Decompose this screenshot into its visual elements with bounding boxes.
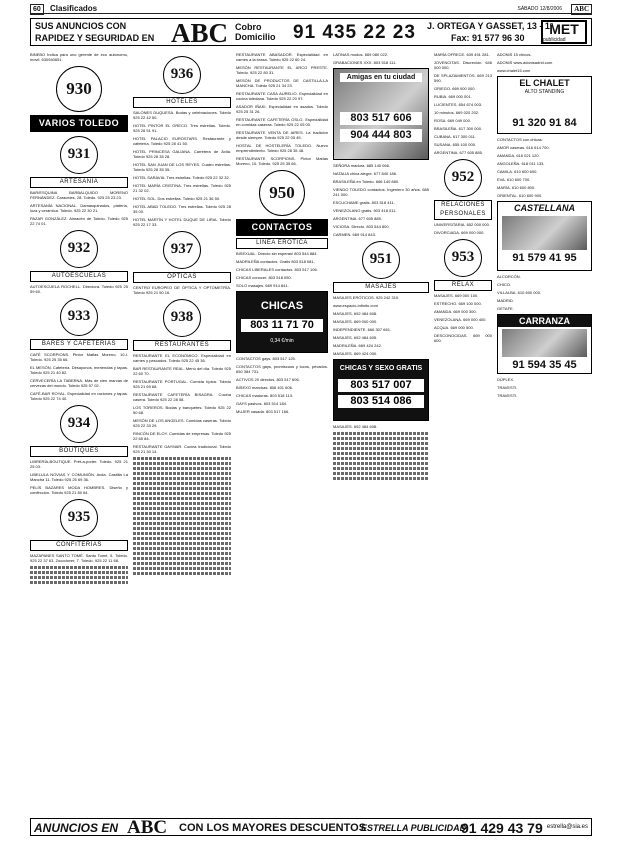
classified-entry: RESTAURANTE VENTA DE AIRES. La tradición desde siempre. Toledo 925 22 05 45. <box>236 130 328 140</box>
category-number: 930 <box>56 66 102 112</box>
banner-abc-logo: ABC <box>171 18 229 48</box>
classified-entry: MADRID. <box>497 298 514 303</box>
text-filler <box>30 566 128 584</box>
classified-entry: 10 minutos. 669 020 202. <box>434 110 480 115</box>
ad-chicas-title: CHICAS <box>260 300 304 312</box>
classified-entry: BRASILEÑA en Toledo. 666 140 880. <box>333 179 400 184</box>
classified-entry: SUSANA. 655 100 000. <box>434 142 477 147</box>
classified-entry: ARGENTINA. 677 605 885. <box>333 216 382 221</box>
ad-amigas-phone: 803 517 606 <box>340 112 422 125</box>
classified-entry: RESTAURANTE PORTUGAL. Comida típica. Toledo 925 21 69 68. <box>133 379 231 389</box>
met-logo <box>541 20 587 44</box>
classified-entry: HOTEL SAN JUAN DE LOS REYES. Cuatro estrellas. Toledo 925 28 35 35. <box>133 162 231 172</box>
classified-entry: EVA. 610 600 700. <box>497 177 531 182</box>
ad-chicas <box>236 291 328 353</box>
classified-entry: BINEBO Indica para uno gerente de eco autonomo, movil. 630940651. <box>30 52 128 62</box>
classified-entry: BRASILEÑA. 617 300 000. <box>434 126 483 131</box>
category-label: RESTAURANTES <box>133 340 231 351</box>
category-930 <box>30 66 128 112</box>
classified-entry: HOTEL PINTOR EL GRECO. Tres estrellas. Toledo. 925 28 51 91. <box>133 123 231 133</box>
issue-date: SÁBADO 12/8/2006 <box>517 6 562 12</box>
classified-entry: HOTEL SOL. Dos estrellas. Toledo 925 21 36 50. <box>133 196 221 201</box>
banner-cobro1: Cobro <box>235 22 262 32</box>
classified-entry: ANGOLEÑA. 618 011 133. <box>497 161 545 166</box>
classified-entry: VENEZOLANA. 669 000 400. <box>434 317 487 322</box>
classified-entry: CAFÉ-BAR ROYAL. Especialidad en raciones y tapas. Toledo 925 22 74 40. <box>30 391 128 401</box>
banner-cobro2: Domicilio <box>235 32 276 42</box>
category-number: 951 <box>362 241 400 279</box>
met-logo-sub: publicidad <box>543 37 566 43</box>
classified-entry: SALONES DUQUESA. Bodas y celebraciones. Toledo 925 22 42 50. <box>133 110 231 120</box>
ad-gratis-title: CHICAS Y SEXO GRATIS <box>339 365 423 372</box>
classified-entry: VENEZOLANO gratis. 903 418 011. <box>333 208 397 213</box>
classified-entry: ROSA. 669 049 000. <box>434 118 471 123</box>
category-936 <box>133 56 231 94</box>
ad-chalet-phone: 91 320 91 84 <box>512 117 577 129</box>
classified-entry: CONTACTOS gays. 803 517 125. <box>236 356 296 361</box>
classified-entry: HOSTAL DE HOSTELERÍA TOLEDO. Nuevo emprendimiento. Toledo 925 28 35 48. <box>236 143 328 153</box>
category-number: 938 <box>163 299 201 337</box>
classified-entry: MESÓN RESTAURANTE EL ARCO PRESTE. Toledo. 925 22 80 31. <box>236 65 328 75</box>
category-number: 950 <box>259 170 305 216</box>
classified-entry: VILLALBA. 610 600 000. <box>497 290 542 295</box>
classified-entry: ORIENTAL. 610 600 900. <box>497 193 543 198</box>
column-4 <box>333 52 429 812</box>
column-3 <box>236 52 328 812</box>
classified-entry: ARTESANÍA NACIONAL. Damasquinados, platería, loza y cerámica. Toledo. 925 22 30 21. <box>30 203 128 213</box>
ad-chalet-title: EL CHALET <box>519 78 570 88</box>
classified-entry: AUTOESCUELA ROCHELL. Directora. Toledo 925 25 59 60. <box>30 284 128 294</box>
classified-entry: CAFÉ SCORPIONS. Pintor Matias Moreno, 10-I. Toledo. 925 25 35 66. <box>30 352 128 362</box>
category-label: CONFITERÍAS <box>30 540 128 551</box>
category-950 <box>236 170 328 216</box>
classified-entry: RESTAURANTE EL ECONÓMICO. Especialidad en carnes y pescados. Toledo 925 22 45 36. <box>133 353 231 363</box>
ad-gratis-phone2: 803 514 086 <box>338 395 424 408</box>
ad-castellana-phone: 91 579 41 95 <box>512 252 577 264</box>
bottom-banner-ad <box>30 818 592 836</box>
classified-entry: RESTAURANTE CAFETERÍA BISAGRA. Cocina casera. Toledo 925 22 28 58. <box>133 392 231 402</box>
classified-entry: CAMILA. 610 600 600. <box>497 169 538 174</box>
classified-entry: CONTACTOS gays, promiscuos y locos, privados. 650 384 731. <box>236 364 328 374</box>
page-header <box>30 4 592 14</box>
classified-entry: RESTAURANTE ABASADOR. Especialidad en carnes a la brasa. Toledo 925 22 60 24. <box>236 52 328 62</box>
classified-entry: MUJER casada. 803 517 166. <box>236 409 290 414</box>
category-934 <box>30 405 128 443</box>
classified-entry: HOTEL MARTÍN Y HOTEL DUQUE DE LIRIA. Toledo 925 22 17 33. <box>133 217 231 227</box>
banner-cobro <box>235 22 276 42</box>
category-label: RELACIONES PERSONALES <box>434 200 492 220</box>
ad-gratis-phone: 803 517 007 <box>338 379 424 392</box>
banner-fax: Fax: 91 577 96 30 <box>451 33 525 43</box>
classified-entry: CHICAS maduras. 803 518 113. <box>236 393 294 398</box>
classified-entry: ALCORCÓN. <box>497 274 521 279</box>
classified-entry: CENTRO EUROPEO DE ÓPTICA Y OPTOMETRÍA. Toledo 925 21 50 16. <box>133 285 231 295</box>
ad-carranza-phone: 91 594 35 45 <box>512 359 577 371</box>
classified-entry: MASAJES. 692 484 608. <box>333 311 378 316</box>
classified-entry: CHICAS conocer. 803 518 050. <box>236 275 292 280</box>
classified-entry: SOLO masajes. 669 914 841. <box>236 283 289 288</box>
banner-phone: 91 435 22 23 <box>293 22 416 43</box>
classified-entry: DIVORCIADA. 669 000 000. <box>434 230 485 235</box>
banner-address: J. ORTEGA Y GASSET, 13 - 1º <box>427 21 554 31</box>
classified-entry: ACQUA. 669 000 500. <box>434 325 474 330</box>
ad-amigas <box>333 68 429 160</box>
category-933 <box>30 298 128 336</box>
classified-entry: DE SPLAZAMIENTOS. 669 213 590. <box>434 73 492 83</box>
classified-entry: LOS TOREROS. Bodas y banquetes. Toledo 925 22 50 68. <box>133 405 231 415</box>
classified-entry: INDEPENDIENTE. 666 307 661. <box>333 327 392 332</box>
ad-amigas-title: Amigas en tu ciudad <box>340 73 422 82</box>
classified-entry: HOTEL SARAVIA. Tres estrellas. Toledo 925 22 32 32. <box>133 175 230 180</box>
category-label: BARES Y CAFETERÍAS <box>30 339 128 350</box>
classified-entry: NATALIA chica alegre. 677 840 186. <box>333 171 398 176</box>
classified-entry: GRIEGO. 669 000 000. <box>434 86 476 91</box>
classified-entry: MARÍA OFRECE. 639 491 281. <box>434 52 490 57</box>
classified-entry: TRAVESTI. <box>497 385 518 390</box>
column-1 <box>30 52 128 812</box>
classified-entry: ESCUCHAME gratis. 803 518 411. <box>333 200 395 205</box>
classified-entry: BISEXUAL. Directo sin esperas! 803 544 884. <box>236 251 318 256</box>
column-6 <box>497 52 592 812</box>
ad-carranza-photo <box>502 329 587 357</box>
classified-entry: EL MESÓN. Cafetería. Desayunos, meriendas y tapas. Toledo 925 21 40 82. <box>30 365 128 375</box>
classified-entry: MASAJES. 669 424 000. <box>333 351 378 356</box>
ad-el-chalet <box>497 76 592 134</box>
category-938 <box>133 299 231 337</box>
classified-entry: MASAJES. 692 484 605. <box>333 335 378 340</box>
classified-entry: HOTEL PALACIO EUROSTARS. Restaurante y cafetería. Toledo 925 28 41 50. <box>133 136 231 146</box>
classified-entry: www.espacio-infinito.com <box>333 303 378 308</box>
classified-entry: ACTIVOS 20 directos. 803 517 606. <box>236 377 300 382</box>
classified-entry: VIENDO TOLEDO contactos. Ingeniero 30 años. 685 241 000. <box>333 187 429 197</box>
column-2 <box>133 52 231 812</box>
classified-entry: ASADOR IÑAKI. Especialidad en asados. Toledo 925 25 31 26. <box>236 104 328 114</box>
category-number: 933 <box>60 298 98 336</box>
classified-entry: LIBRERÍA-BOUTIQUE. Prêt-a-porter. Toledo. 925 21 25 03. <box>30 459 128 469</box>
classified-entry: MASAJES ERÓTICOS. 925 242 310. <box>333 295 400 300</box>
category-number: 953 <box>444 239 482 277</box>
ad-chicas-phone: 803 11 71 70 <box>241 319 323 332</box>
classified-entry: RESTAURANTE SCORPIONS. Pintor Matías Moreno, 10. Toledo. 925 25 35 66. <box>236 156 328 166</box>
ad-castellana-title: CASTELLANA <box>514 203 575 213</box>
category-952 <box>434 159 492 197</box>
ad-castellana-photo <box>502 216 587 250</box>
classified-entry: MESÓN DE LOS ANGELES. Comidas caseras. Toledo 925 22 33 29. <box>133 418 231 428</box>
classified-entry: LIBELULA NOVIAS Y COMUNIÓN. Avda. Castilla La Mancha 11. Toledo 925 25 69 36. <box>30 472 128 482</box>
classified-entry: CERVECERÍA LA TABERNA. Más de cien marcas de cervezas del mundo. Toledo 925 57 02. <box>30 378 128 388</box>
category-number: 937 <box>163 231 201 269</box>
top-banner-ad <box>30 18 592 46</box>
classified-entry: AMANDA. 669 000 300. <box>434 309 477 314</box>
classified-entry: HOTEL PRINCESA GALIANA. Carretera de Ávila. Toledo 925 28 35 28. <box>133 149 231 159</box>
classified-entry: RESTAURANTE CAFETERÍA OSLO. Especialidad en comidas caseras. Toledo 925 22 05 00. <box>236 117 328 127</box>
category-label: BOUTIQUES <box>30 446 128 457</box>
category-953 <box>434 239 492 277</box>
classified-entry: BAR RESTAURANTE REAL. Menú del día. Toledo 925 22 60 70. <box>133 366 231 376</box>
ad-carranza-title: CARRANZA <box>498 315 591 327</box>
classified-entry: MADRILEÑA contactos. Gratis 803 518 081. <box>236 259 315 264</box>
classified-entry: TRAVESTI. <box>497 393 518 398</box>
text-filler <box>333 432 429 480</box>
classified-entry: GRABACIONES XXX. 803 518 111. <box>333 60 397 65</box>
page-number: 60 <box>30 4 44 15</box>
footer-estrella-logo: ESTRELLA PUBLICIDAD <box>361 823 467 833</box>
classified-entry: GETAFE. <box>497 306 514 311</box>
classified-entry: CARMEN. 669 914 843. <box>333 232 376 237</box>
classified-entry: MASAJES. 669 000 000. <box>333 319 378 324</box>
classified-entry: SEÑORA madura. 685 140 066. <box>333 163 390 168</box>
classified-entry: CHICO. <box>497 282 511 287</box>
category-number: 952 <box>444 159 482 197</box>
category-number: 934 <box>60 405 98 443</box>
category-number: 931 <box>60 136 98 174</box>
classified-entry: RUBIA. 669 000 001. <box>434 94 472 99</box>
banner-line1: SUS ANUNCIOS CON <box>35 21 127 31</box>
classified-entry: CUBANA. 617 300 011. <box>434 134 476 139</box>
category-number: 932 <box>60 230 98 268</box>
classified-entry: ESTRECHO. 669 100 000. <box>434 301 482 306</box>
classified-entry: ARGENTINA. 677 605 885. <box>434 150 483 155</box>
column-5 <box>434 52 492 812</box>
ad-chalet-sub: ALTO STANDING <box>524 89 565 95</box>
category-937 <box>133 231 231 269</box>
classified-entry: ADONIS www.adonisadrid.com <box>497 60 553 65</box>
classified-entry: RESTAURANTE GAYMAR. Cocina tradicional. Toledo 925 21 30 14. <box>133 444 231 454</box>
footer-anuncios: ANUNCIOS EN <box>34 821 119 835</box>
classified-entry: HOTEL MARÍA CRISTINA. Tres estrellas. Toledo 925 21 32 02. <box>133 183 231 193</box>
category-number: 935 <box>60 499 98 537</box>
ad-chicas-price: 0,34 €/min <box>270 338 294 344</box>
category-number: 936 <box>163 56 201 94</box>
classified-entry: UNIVERSITARIA. 652 000 000. <box>434 222 490 227</box>
footer-phone: 91 429 43 79 <box>461 820 543 836</box>
category-935 <box>30 499 128 537</box>
category-label: ÓPTICAS <box>133 272 231 283</box>
classified-entry: MASAJES. 669 000 100. <box>434 293 479 298</box>
met-logo-text: MET <box>549 21 579 37</box>
footer-abc-logo: ABC <box>127 817 168 838</box>
category-label: CONTACTOS <box>236 219 328 236</box>
classified-entry: MAZAPANES SANTO TOMÉ. Santo Tomé, 5. Toledo. 925 22 37 63. Zocodover, 7. Toledo. 925 22 11 68. <box>30 553 128 563</box>
classified-entry: CHICAS LIBERALES contactos. 803 517 106. <box>236 267 318 272</box>
classified-entry: JOVENCITAS. Discreción. 646 000 000. <box>434 60 492 70</box>
ad-chicas-gratis <box>333 359 429 421</box>
ad-castellana <box>497 201 592 271</box>
classified-entry: GAYS pasivos. 803 514 184. <box>236 401 288 406</box>
classified-entry: AMOR caseras. 616 614 700. <box>497 145 550 150</box>
ad-carranza <box>497 314 592 374</box>
category-951 <box>333 241 429 279</box>
classified-entry: RINCÓN DE ELOY. Comidas de empresas. Toledo 925 22 65 84. <box>133 431 231 441</box>
classified-entry: DÚPLEX. <box>497 377 515 382</box>
classified-entry: MARÍA. 610 600 800. <box>497 185 536 190</box>
classified-entry: MADRILEÑA. 669 424 242. <box>333 343 382 348</box>
classified-entry: BISEXO marchas. 806 401 606. <box>236 385 293 390</box>
classified-entry: HOTEL ABAD TOLEDO. Tres estrellas. Toledo 925 28 35 00. <box>133 204 231 214</box>
masthead-logo: ABC <box>571 4 592 15</box>
category-label: VARIOS TOLEDO <box>30 115 128 132</box>
classified-entry: AMANDA. 616 021 120. <box>497 153 540 158</box>
category-sublabel: LÍNEA ERÓTICA <box>236 238 328 249</box>
category-932 <box>30 230 128 268</box>
section-title: Clasificados <box>50 4 98 13</box>
classified-entry: BAR/ESQUINA BARBALQUIDO MORENO FERNÁNDEZ. Caraceles, 28. Toledo. 925 25 23 23. <box>30 190 128 200</box>
category-label: ARTESANÍA <box>30 177 128 188</box>
banner-line2: RAPIDEZ Y SEGURIDAD EN <box>35 33 155 43</box>
classified-entry: LATINAS modos. 669 080 022. <box>333 52 389 57</box>
category-label: RELAX <box>434 280 492 291</box>
classified-entry: LUCIENTES. 654 674 003. <box>434 102 483 107</box>
classified-entry: PELÍS BAZARES MODA HOMBRES. Diseño y confección. Toledo 925 21 80 64. <box>30 485 128 495</box>
footer-descuentos: CON LOS MAYORES DESCUENTOS <box>179 822 367 834</box>
classified-entry: PAZAR GONZÁLEZ. Almacén de Toledo. Toledo 925 22 74 01. <box>30 216 128 226</box>
category-label: AUTOESCUELAS <box>30 271 128 282</box>
classified-entry: DESCONOCIDAS. 669 000 600. <box>434 333 492 343</box>
classified-entry: www.chalet15.com <box>497 68 531 73</box>
classified-entry: MESÓN DE PRODUCTOS DE CASTILLA-LA MANCHA. Toledo 925 21 34 23. <box>236 78 328 88</box>
footer-web: estrella@sia.es <box>546 824 588 830</box>
classified-entry: ADONIS 15 chicos. <box>497 52 532 57</box>
text-filler <box>133 457 231 575</box>
classified-entry: RESTAURANTE CASA AURELIO. Especialidad en cocina toledana. Toledo 925 22 20 97. <box>236 91 328 101</box>
category-label: HOTELES <box>133 97 231 108</box>
category-931 <box>30 136 128 174</box>
classified-entry: CONTACTOS con chicas. <box>497 137 543 142</box>
category-label: MASAJES <box>333 282 429 293</box>
classified-entry: MASAJES. 692 484 608. <box>333 424 378 429</box>
ad-amigas-phone2: 904 444 803 <box>340 129 422 142</box>
classified-entry: VICIOSA. Directo. 803 544 800. <box>333 224 390 229</box>
